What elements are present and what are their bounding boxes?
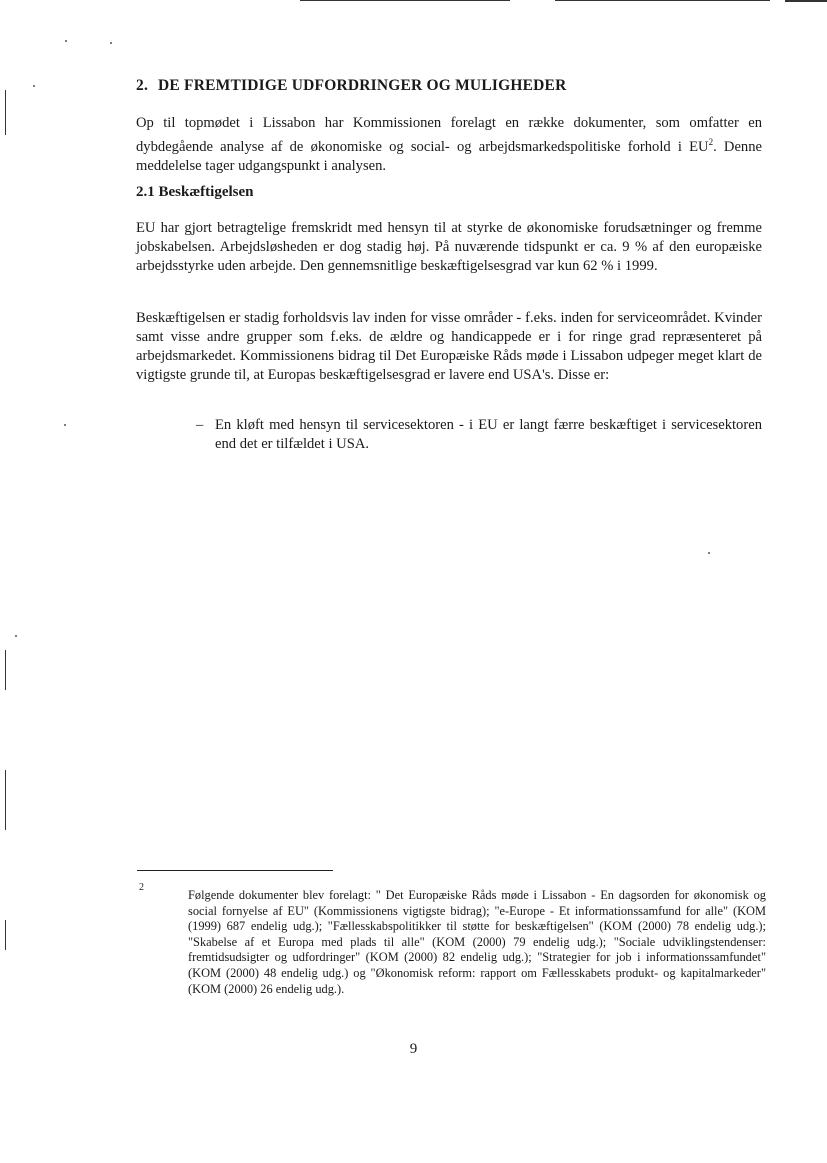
bullet-item	[196, 416, 762, 454]
scan-speck	[64, 424, 66, 426]
footnote-text: Følgende dokumenter blev forelagt: " Det Europæiske Råds møde i Lissabon - En dagsorden for økonomisk og social fornyelse af EU" (Kommissionens vigtigste bidrag); "e-Europe - Et informationssamfund for alle" (KOM (1999) 687 endelig udg.); "Fællesskabspolitikker til støtte for beskæftigelsen" (KOM (2000) 78 endelig udg.); "Skabelse af et Europa med plads til alle" (KOM (2000) 79 endelig udg.); "Sociale udviklingstendenser: fremtidsudsigter og udfordringer" (KOM (2000) 82 endelig udg.); "Strategier for job i informationssamfundet" (KOM (2000) 48 endelig udg.) og "Økonomisk reform: rapport om Fællesskabets produkt- og kapitalmarkeder" (KOM (2000) 26 endelig udg.).	[188, 888, 766, 996]
paragraph-employment-low: Beskæftigelsen er stadig forholdsvis lav inden for visse områder - f.eks. inden for serviceområdet. Kvinder samt visse andre grupper som f.eks. de ældre og handicappede er i for ringe grad repræsenteret på arbejdsmarkedet. Kommissionens bidrag til Det Europæiske Råds møde i Lissabon udpeger meget klart de vigtigste grunde til, at Europas beskæftigelsesgrad er lavere end USA's. Disse er:	[136, 310, 762, 383]
footnote-reference[interactable]: 2	[708, 137, 714, 147]
scan-edge-line-left-1	[5, 90, 6, 135]
bullet-text: En kløft med hensyn til servicesektoren - i EU er langt færre beskæftiget i servicesektoren end det er tilfældet i USA.	[215, 417, 762, 452]
intro-text: Op til topmødet i Lissabon har Kommissionen forelagt en række dokumenter, som omfatter en dybdegående analyse af de økonomiske og social- og arbejdsmarkedspolitiske forhold i EU	[136, 115, 762, 155]
footnote-marker: 2	[139, 882, 144, 893]
intro-paragraph	[136, 114, 762, 176]
section-heading	[136, 77, 566, 95]
scan-speck	[110, 42, 112, 44]
intro-text-end: . Denne meddelelse tager udgangspunkt i analysen.	[136, 138, 762, 174]
footnote-separator	[137, 870, 333, 871]
scan-speck	[15, 635, 17, 637]
section-title: DE FREMTIDIGE UDFORDRINGER OG MULIGHEDER	[158, 77, 567, 94]
paragraph-employment-progress: EU har gjort betragtelige fremskridt med hensyn til at styrke de økonomiske forudsætninger og fremme jobskabelsen. Arbejdsløsheden er dog stadig høj. På nuværende tidspunkt er ca. 9 % af den europæiske arbejdsstyrke uden arbejde. Den gennemsnitlige beskæftigelsesgrad var kun 62 % i 1999.	[136, 220, 762, 274]
scan-edge-line-left-2	[5, 650, 6, 690]
scan-speck	[65, 40, 67, 42]
scan-edge-line-top	[300, 0, 510, 1]
scan-speck	[708, 552, 710, 554]
bullet-dash: –	[196, 417, 204, 433]
scan-edge-line-left-3	[5, 770, 6, 830]
scan-edge-line-corner	[785, 0, 827, 2]
page-number: 9	[409, 1041, 418, 1057]
section-number: 2.	[136, 77, 149, 94]
scan-edge-line-left-4	[5, 920, 6, 950]
subsection-heading: 2.1 Beskæftigelsen	[136, 184, 254, 200]
scan-edge-line-top-right	[555, 0, 770, 1]
scan-speck	[33, 85, 35, 87]
